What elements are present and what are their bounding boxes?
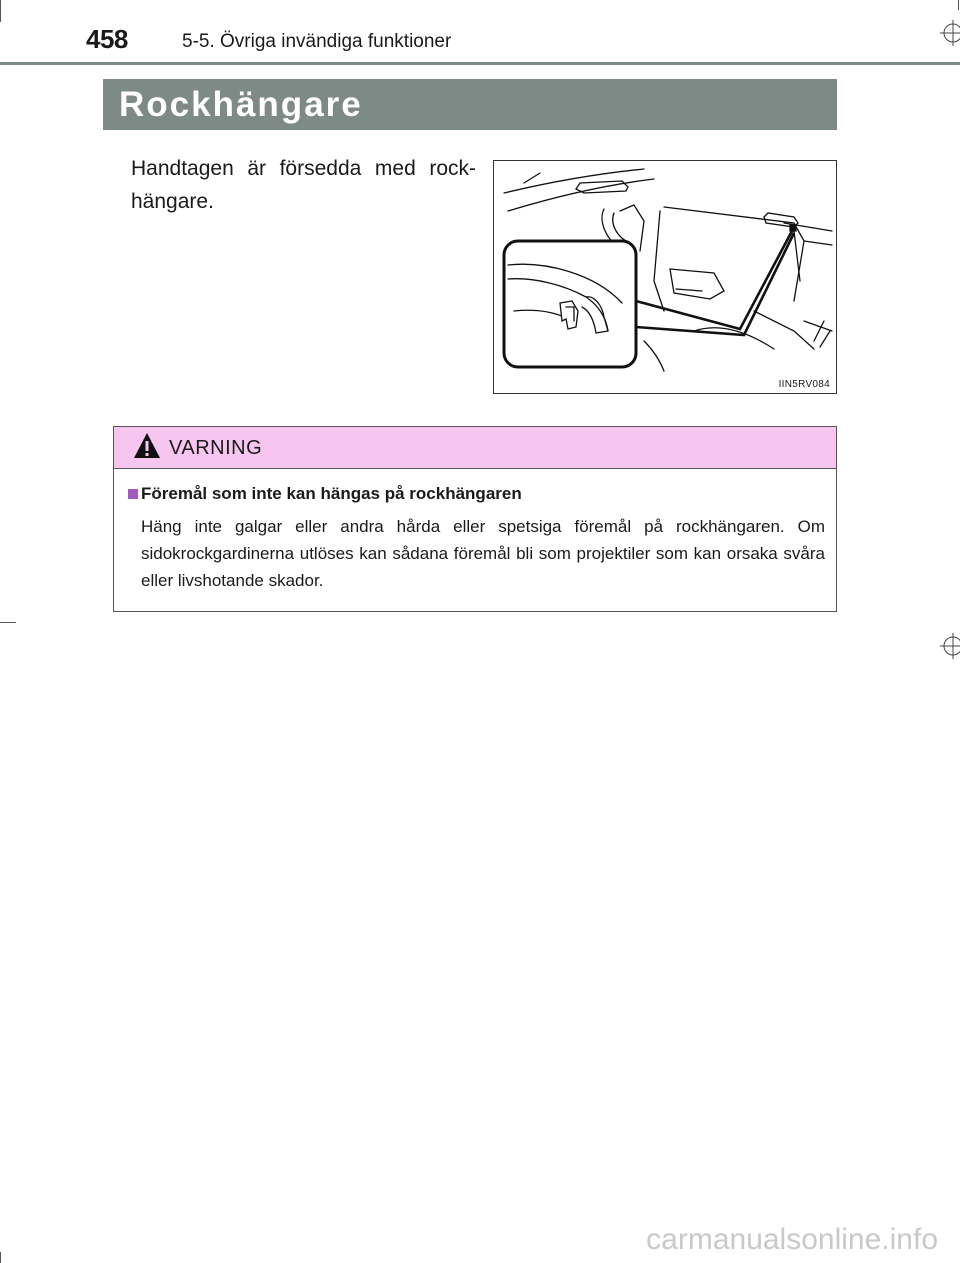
warning-item-body: Häng inte galgar eller andra hårda eller spetsiga föremål på rockhängaren. Om sidokrockgardinerna utlöses kan sådana föremål bli som projektiler som kan orsaka svåra eller livshotande skador. [141,517,825,590]
page-number: 458 [86,24,128,54]
warning-triangle-icon [132,431,162,461]
crop-mark [958,0,959,10]
registration-mark-icon [940,20,960,46]
crop-mark [0,1252,1,1263]
crop-mark [0,622,16,623]
watermark: carmanualsonline.info [646,1223,938,1256]
warning-label: VARNING [169,437,263,459]
warning-box [113,426,837,612]
figure-code: IIN5RV084 [778,379,830,390]
section-header: 5-5. Övriga invändiga funktioner [182,31,452,52]
header-rule [0,62,960,65]
bullet-square-icon [128,489,138,499]
registration-mark-icon [940,633,960,659]
coat-hook-illustration [493,160,837,394]
page-title: Rockhängare [119,85,363,124]
intro-text: Handtagen är försedda med rock-hängare. [131,157,476,213]
crop-mark [0,0,1,22]
car-interior-drawing [494,161,837,394]
warning-header [114,427,836,469]
title-bar [103,79,837,130]
warning-item-title: Föremål som inte kan hängas på rockhängaren [141,484,522,503]
